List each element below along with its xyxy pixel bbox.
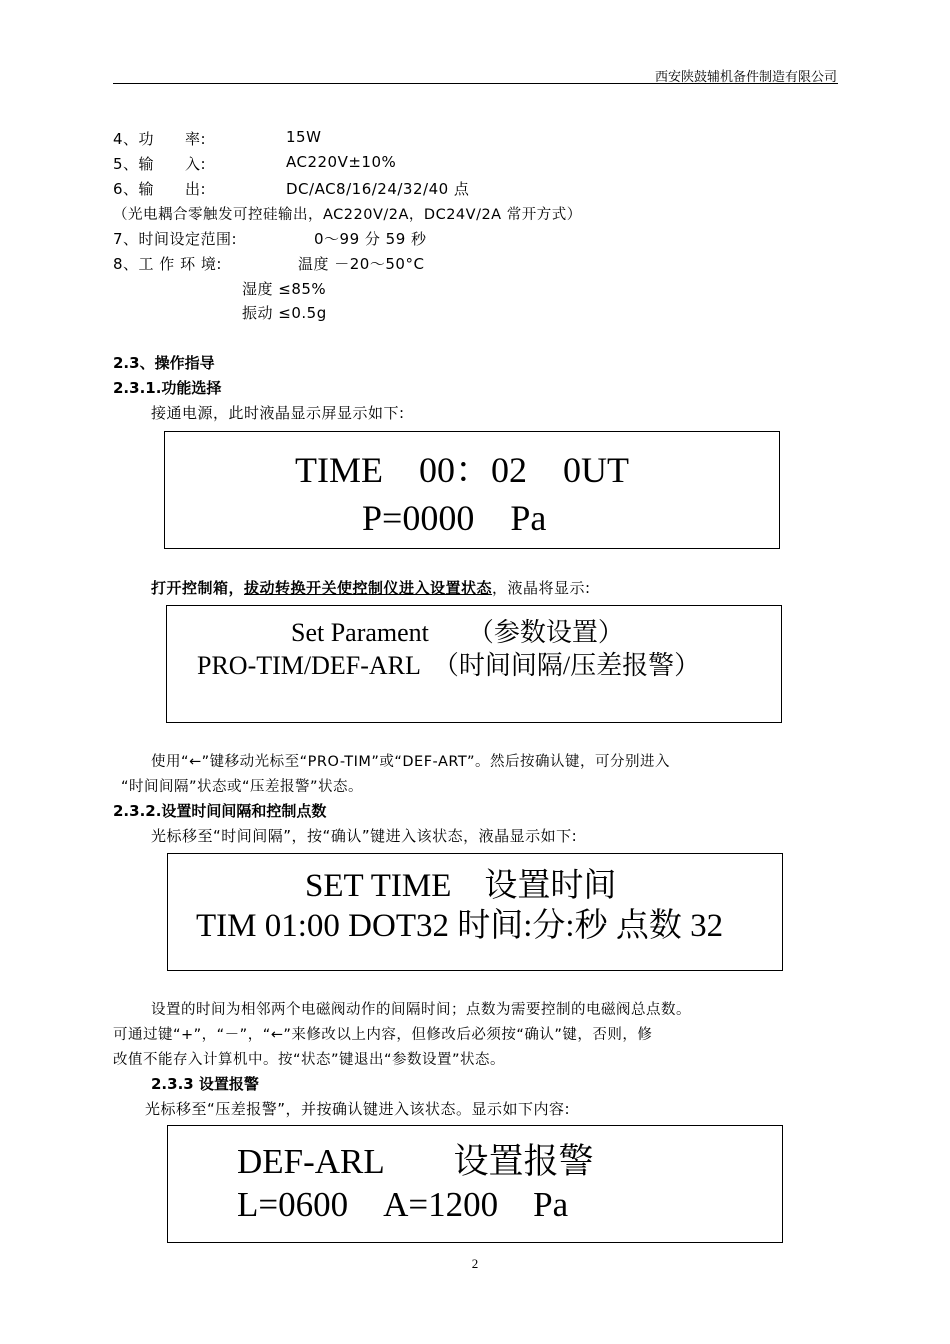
lcd-alarm-line2: L=0600 A=1200 Pa [237, 1185, 569, 1224]
lcd-display-time [167, 853, 783, 971]
subsection-heading-function: 2.3.1.功能选择 [113, 379, 222, 397]
spec-value-output: DC/AC8/16/24/32/40 点 [286, 180, 470, 198]
spec-label-power: 4、功 率: [113, 130, 207, 148]
subsection-heading-alarm: 2.3.3 设置报警 [151, 1075, 259, 1093]
alarm-intro: 光标移至“压差报警”，并按确认键进入该状态。显示如下内容: [145, 1100, 571, 1118]
subsection-heading-time-interval: 2.3.2.设置时间间隔和控制点数 [113, 802, 327, 820]
time-setting-paragraph-line3: 改值不能存入计算机中。按“状态”键退出“参数设置”状态。 [113, 1052, 506, 1068]
page-number: 2 [471, 1256, 479, 1271]
output-note: （光电耦合零触发可控硅输出，AC220V/2A，DC24V/2A 常开方式） [113, 207, 582, 223]
spec-value-input: AC220V±10% [286, 153, 397, 171]
header-company-name: 西安陕鼓辅机备件制造有限公司 [654, 70, 837, 85]
lcd-parameters-line1: Set Parament （参数设置） [291, 618, 624, 647]
instruction-bold: 打开控制箱， [151, 579, 245, 597]
time-setting-paragraph-line2: 可通过键“+”，“－”，“←”来修改以上内容，但修改后必须按“确认”键，否则，修 [113, 1027, 653, 1043]
lcd-time-line1: SET TIME 设置时间 [305, 868, 617, 904]
spec-value-power: 15W [286, 128, 322, 146]
lcd-display-parameters [166, 605, 782, 723]
time-interval-intro: 光标移至“时间间隔”，按“确认”键进入该状态，液晶显示如下: [151, 827, 578, 845]
lcd-startup-line1: TIME 00：02 0UT [295, 450, 629, 490]
instruction-rest: ，液晶将显示: [492, 579, 591, 597]
spec-label-input: 5、输 入: [113, 155, 207, 173]
spec-label-time-range: 7、时间设定范围: [113, 230, 238, 248]
spec-value-vibration: 振动 ≤0.5g [242, 304, 327, 322]
spec-label-output: 6、输 出: [113, 180, 207, 198]
header-rule [113, 83, 838, 84]
spec-value-temperature: 温度 －20～50°C [298, 255, 425, 273]
open-box-instruction [151, 577, 591, 598]
instruction-underlined: 拔动转换开关使控制仪进入设置状态 [244, 579, 493, 597]
lcd-parameters-line2: PRO-TIM/DEF-ARL （时间间隔/压差报警） [197, 651, 701, 680]
lcd-alarm-line1: DEF-ARL 设置报警 [237, 1142, 594, 1181]
time-setting-paragraph-line1: 设置的时间为相邻两个电磁阀动作的间隔时间；点数为需要控制的电磁阀总点数。 [151, 1002, 691, 1018]
usage-line-1: 使用“←”键移动光标至“PRO-TIM”或“DEF-ART”。然后按确认键，可分别进入 [151, 754, 670, 770]
lcd-time-line2: TIM 01:00 DOT32 时间:分:秒 点数 32 [196, 908, 724, 944]
lcd-startup-line2: P=0000 Pa [362, 498, 547, 538]
lcd-display-alarm [167, 1125, 783, 1243]
spec-value-time-range: 0～99 分 59 秒 [314, 230, 427, 248]
lcd-display-startup [164, 431, 780, 549]
usage-line-2: “时间间隔”状态或“压差报警”状态。 [121, 779, 364, 795]
section-heading-operation: 2.3、操作指导 [113, 354, 215, 372]
power-on-intro: 接通电源，此时液晶显示屏显示如下: [151, 404, 405, 422]
spec-label-environment: 8、工 作 环 境: [113, 255, 222, 273]
spec-value-humidity: 湿度 ≤85% [242, 280, 327, 298]
